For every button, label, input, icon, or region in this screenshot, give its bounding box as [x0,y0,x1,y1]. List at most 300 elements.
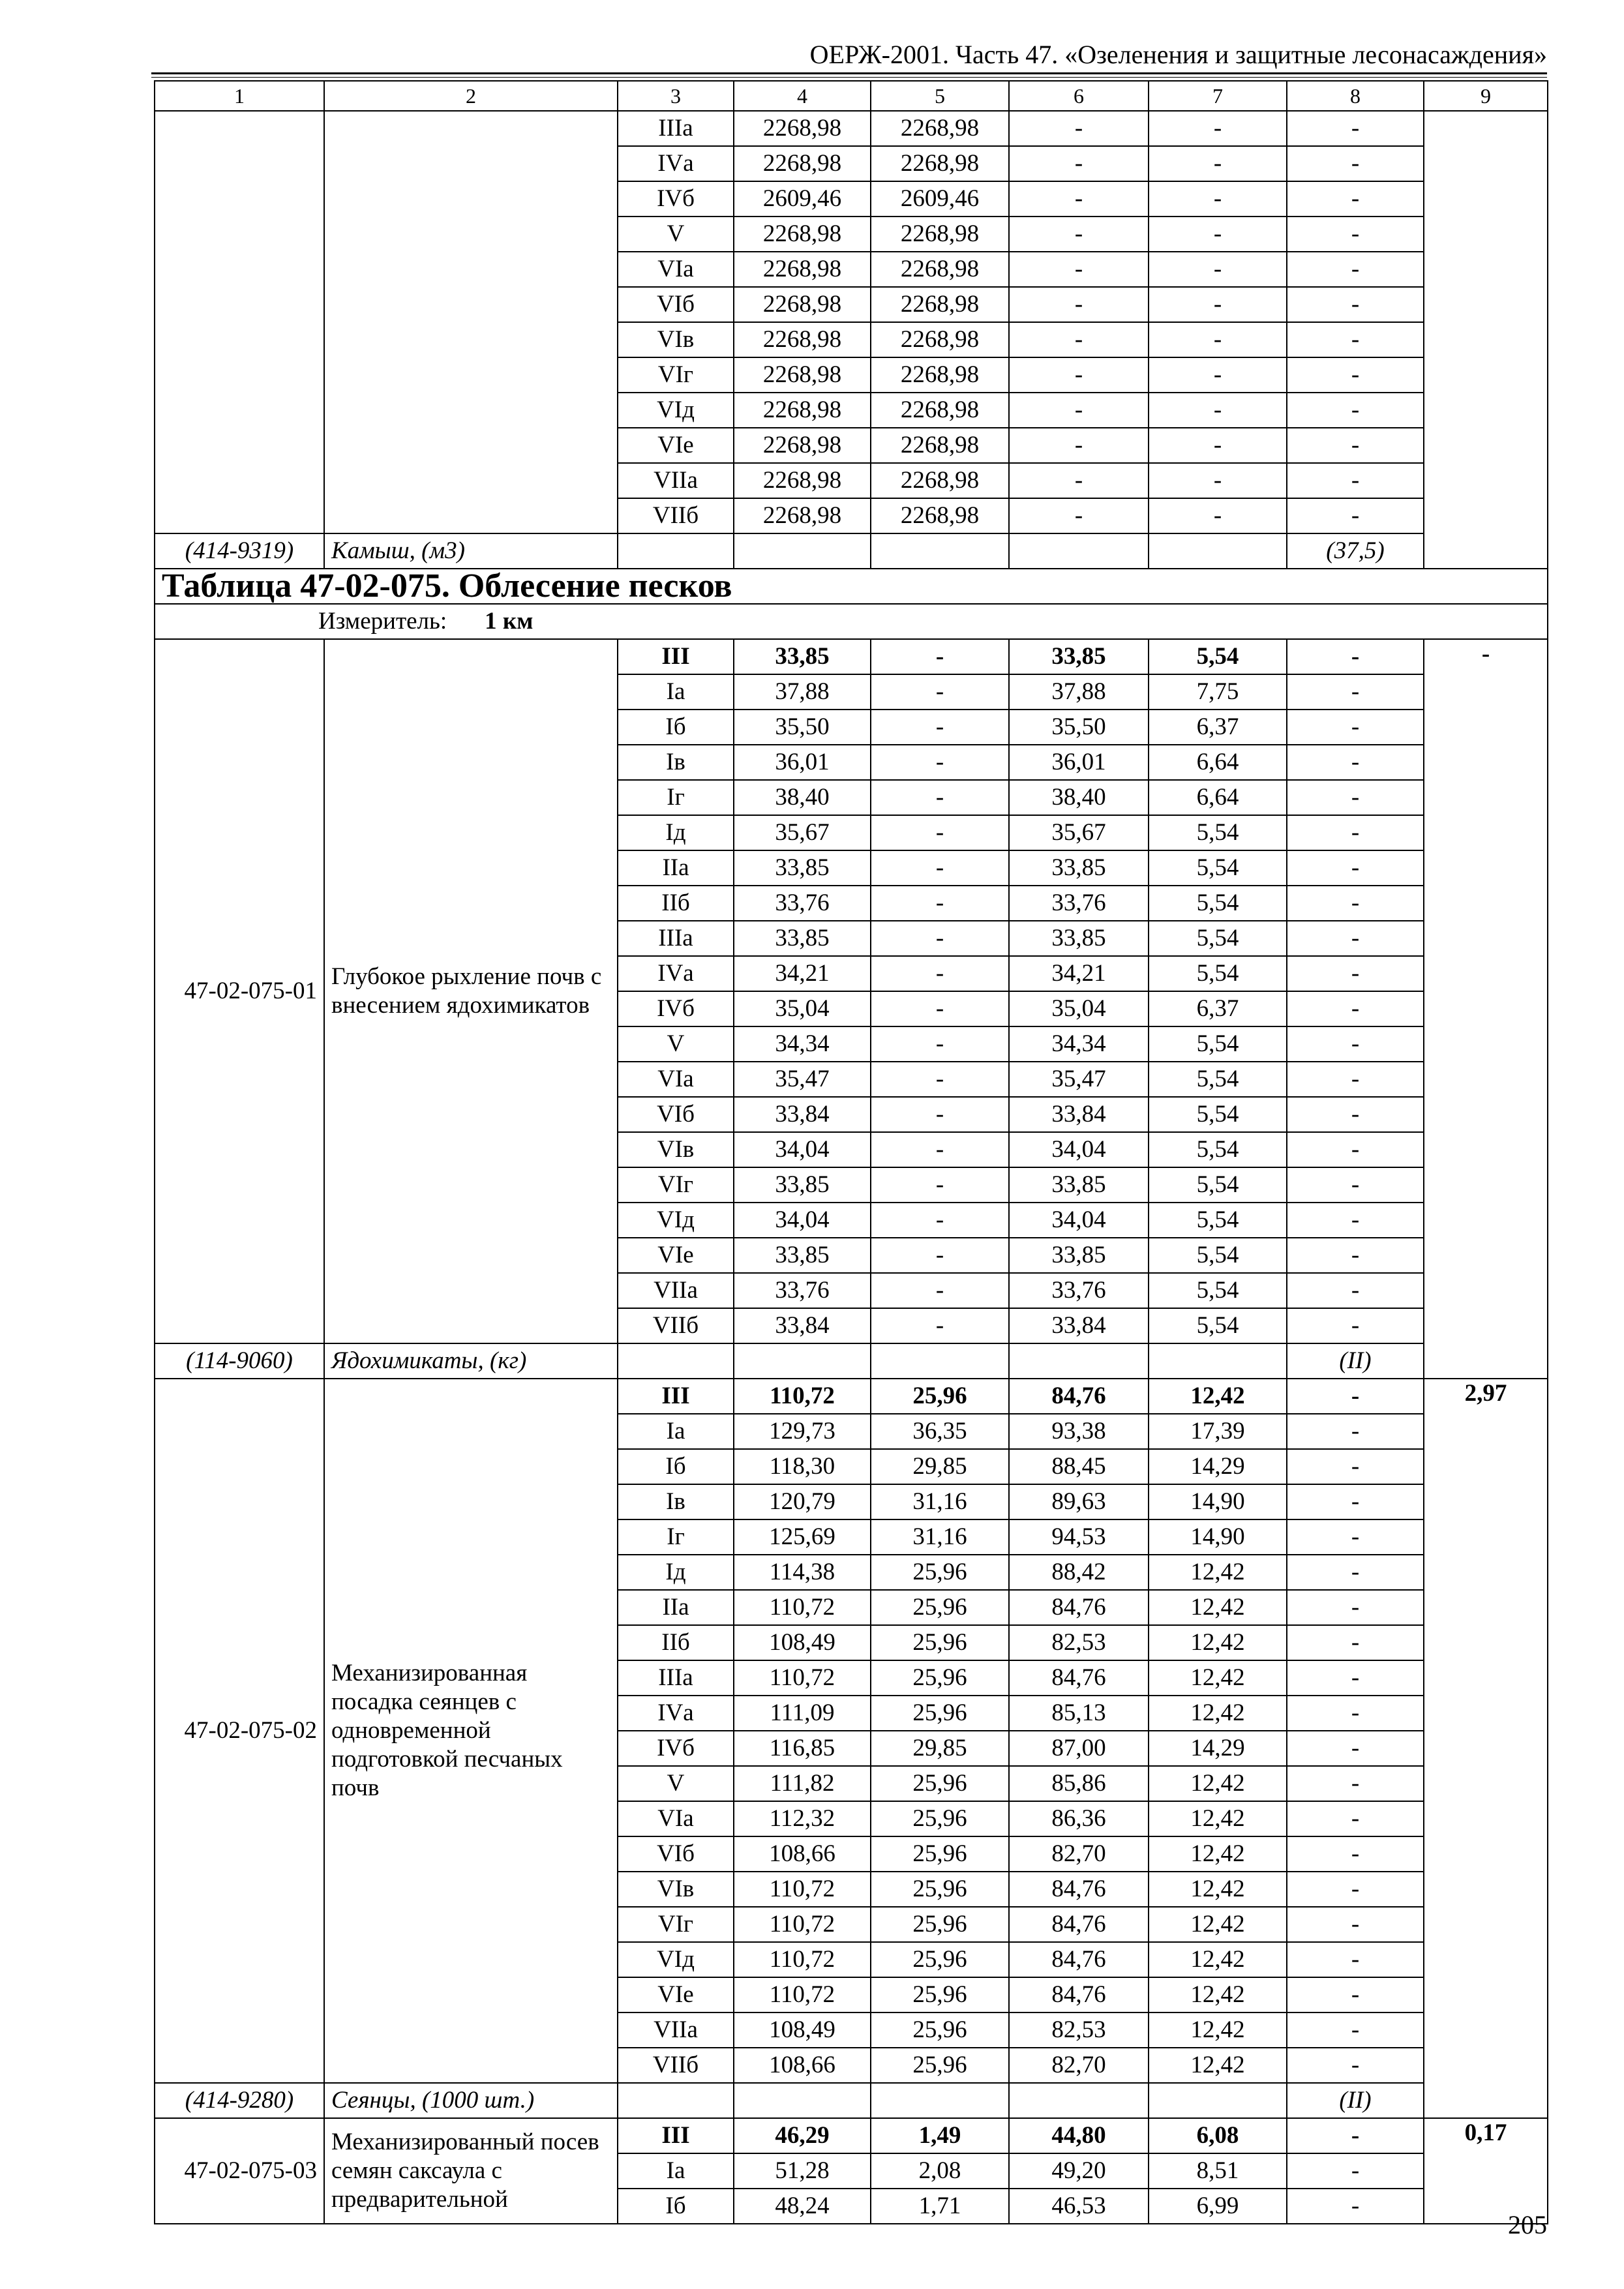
zone-cell: VIа [618,1062,734,1097]
table-cell [871,2083,1009,2118]
value-cell: 38,40 [1009,780,1149,815]
value-cell: - [871,815,1009,850]
value-cell: - [1287,956,1424,991]
description-cell: Глубокое рыхление почв с внесением ядохимикатов [324,639,618,1343]
table-title: Таблица 47-02-075. Облесение песков [155,569,1548,604]
value-cell: - [1149,252,1287,287]
value-cell: 120,79 [734,1484,871,1519]
value-cell: - [1009,217,1149,252]
value-cell: 8,51 [1149,2153,1287,2189]
value-cell: - [1287,1696,1424,1731]
value-cell: - [1287,1555,1424,1590]
zone-cell: IVа [618,1696,734,1731]
value-cell: 29,85 [871,1449,1009,1484]
value-cell: - [1287,1238,1424,1273]
zone-cell: Iа [618,674,734,710]
value-cell: - [1009,181,1149,217]
zone-cell: IVб [618,1731,734,1766]
table-cell [871,1343,1009,1379]
value-cell: 2609,46 [734,181,871,217]
value-cell: - [871,1062,1009,1097]
value-cell: 12,42 [1149,2048,1287,2083]
value-cell: - [1287,1062,1424,1097]
value-cell: - [1287,991,1424,1026]
material-code-cell: (114-9060) [155,1343,324,1379]
value-cell: - [1287,1660,1424,1696]
table-cell [618,533,734,569]
material-row [155,2083,1548,2118]
value-cell: - [1287,252,1424,287]
table-row [155,2118,1548,2153]
value-cell: 12,42 [1149,1379,1287,1414]
value-cell: - [1287,1167,1424,1203]
value-cell: 12,42 [1149,1942,1287,1977]
zone-cell: VIIб [618,1308,734,1343]
table-title-row [155,569,1548,604]
value-cell: - [1287,1026,1424,1062]
value-cell: - [1149,393,1287,428]
col9-cell [1424,111,1548,569]
value-cell: 110,72 [734,1872,871,1907]
zone-cell: VIд [618,1942,734,1977]
value-cell: 33,85 [734,921,871,956]
value-cell: 5,54 [1149,1203,1287,1238]
value-cell: 82,70 [1009,1836,1149,1872]
zone-cell: VIг [618,1167,734,1203]
value-cell: 33,84 [1009,1097,1149,1132]
value-cell: 12,42 [1149,1977,1287,2012]
zone-cell: VIа [618,252,734,287]
value-cell: 110,72 [734,1590,871,1625]
value-cell: - [1149,111,1287,146]
table-cell [1149,2083,1287,2118]
value-cell: 1,49 [871,2118,1009,2153]
material-code-cell: (414-9280) [155,2083,324,2118]
table-cell [734,533,871,569]
value-cell: 35,04 [1009,991,1149,1026]
value-cell: 2268,98 [871,428,1009,463]
value-cell: - [1287,393,1424,428]
value-cell: 2268,98 [871,498,1009,533]
zone-cell: Iв [618,745,734,780]
zone-cell: Iб [618,710,734,745]
value-cell: 12,42 [1149,2012,1287,2048]
value-cell: 17,39 [1149,1414,1287,1449]
value-cell: 12,42 [1149,1625,1287,1660]
value-cell: 93,38 [1009,1414,1149,1449]
zone-cell: VIд [618,393,734,428]
value-cell: 5,54 [1149,1273,1287,1308]
value-cell: 36,01 [734,745,871,780]
running-header: ОЕРЖ-2001. Часть 47. «Озеленения и защитные лесонасаждения» [809,40,1547,69]
value-cell: 48,24 [734,2189,871,2224]
value-cell: - [1287,428,1424,463]
material-norm-cell: (II) [1287,1343,1424,1379]
value-cell: - [1287,322,1424,357]
value-cell: 108,66 [734,2048,871,2083]
value-cell: - [1287,745,1424,780]
zone-cell: VIд [618,1203,734,1238]
value-cell: 25,96 [871,1660,1009,1696]
value-cell: 111,09 [734,1696,871,1731]
value-cell: - [1287,710,1424,745]
value-cell: - [1287,287,1424,322]
value-cell: 35,50 [1009,710,1149,745]
value-cell: - [871,1273,1009,1308]
zone-cell: VIе [618,1977,734,2012]
value-cell: 33,85 [734,639,871,674]
material-name-cell: Ядохимикаты, (кг) [324,1343,618,1379]
table-cell [734,1343,871,1379]
value-cell: - [1287,1907,1424,1942]
value-cell: - [1287,886,1424,921]
table-cell [1149,533,1287,569]
value-cell: - [1009,146,1149,181]
zone-cell: IIIа [618,921,734,956]
col9-cell: 0,17 [1424,2118,1548,2224]
zone-cell: Iд [618,815,734,850]
zone-cell: V [618,217,734,252]
value-cell: 118,30 [734,1449,871,1484]
value-cell: 110,72 [734,1907,871,1942]
value-cell: 6,64 [1149,780,1287,815]
value-cell: - [1009,287,1149,322]
value-cell: 108,49 [734,1625,871,1660]
value-cell: 84,76 [1009,1942,1149,1977]
value-cell: 25,96 [871,1801,1009,1836]
meter-value: 1 км [485,608,534,635]
value-cell: 110,72 [734,1977,871,2012]
value-cell: - [1287,1731,1424,1766]
value-cell: - [1287,217,1424,252]
value-cell: 33,85 [1009,850,1149,886]
value-cell: 5,54 [1149,815,1287,850]
value-cell: 86,36 [1009,1801,1149,1836]
value-cell: 5,54 [1149,956,1287,991]
value-cell: 25,96 [871,1590,1009,1625]
material-name-cell: Сеянцы, (1000 шт.) [324,2083,618,2118]
value-cell: 33,85 [734,1238,871,1273]
value-cell: - [1287,1872,1424,1907]
zone-cell: VIIб [618,498,734,533]
zone-cell: VIб [618,1836,734,1872]
value-cell: - [1287,146,1424,181]
value-cell: 89,63 [1009,1484,1149,1519]
value-cell: 14,29 [1149,1449,1287,1484]
value-cell: - [871,1308,1009,1343]
value-cell: - [1287,1203,1424,1238]
value-cell: 38,40 [734,780,871,815]
value-cell: 2268,98 [734,111,871,146]
value-cell: 5,54 [1149,639,1287,674]
value-cell: - [871,780,1009,815]
code-cell: 47-02-075-03 [155,2118,324,2224]
zone-cell: VIг [618,1907,734,1942]
zone-cell: Iв [618,1484,734,1519]
col9-cell: - [1424,639,1548,1379]
value-cell: - [1009,463,1149,498]
value-cell: 35,47 [734,1062,871,1097]
value-cell: 37,88 [734,674,871,710]
value-cell: 110,72 [734,1942,871,1977]
zone-cell: III [618,2118,734,2153]
value-cell: 5,54 [1149,1132,1287,1167]
value-cell: - [1287,1379,1424,1414]
value-cell: - [1287,181,1424,217]
column-number-cell: 6 [1009,81,1149,111]
value-cell: 33,76 [1009,1273,1149,1308]
value-cell: 85,13 [1009,1696,1149,1731]
zone-cell: IVа [618,956,734,991]
value-cell: 6,64 [1149,745,1287,780]
value-cell: 2268,98 [871,287,1009,322]
value-cell: - [1009,357,1149,393]
value-cell: 5,54 [1149,850,1287,886]
value-cell: - [1287,1449,1424,1484]
value-cell: 35,50 [734,710,871,745]
material-name-cell: Камыш, (м3) [324,533,618,569]
zone-cell: IIа [618,850,734,886]
value-cell: 2268,98 [871,252,1009,287]
table-cell [1009,1343,1149,1379]
value-cell: - [1287,2189,1424,2224]
zone-cell: VIIа [618,1273,734,1308]
value-cell: 82,53 [1009,2012,1149,2048]
column-number-cell: 9 [1424,81,1548,111]
value-cell: - [871,1238,1009,1273]
value-cell: - [1149,357,1287,393]
code-cell [155,111,324,533]
value-cell: 14,90 [1149,1484,1287,1519]
value-cell: 6,08 [1149,2118,1287,2153]
zone-cell: IVб [618,181,734,217]
value-cell: 25,96 [871,1836,1009,1872]
value-cell: - [1287,1836,1424,1872]
value-cell: - [1287,357,1424,393]
value-cell: 2609,46 [871,181,1009,217]
value-cell: 25,96 [871,1379,1009,1414]
header-rule [151,72,1547,74]
value-cell: - [871,1203,1009,1238]
value-cell: 34,04 [1009,1132,1149,1167]
value-cell: 2268,98 [734,287,871,322]
value-cell: - [871,886,1009,921]
value-cell: 35,67 [734,815,871,850]
value-cell: 34,21 [1009,956,1149,991]
value-cell: 25,96 [871,1907,1009,1942]
value-cell: - [1287,1484,1424,1519]
value-cell: 25,96 [871,1766,1009,1801]
value-cell: 84,76 [1009,1590,1149,1625]
column-number-row [155,81,1548,111]
value-cell: - [1287,921,1424,956]
value-cell: 116,85 [734,1731,871,1766]
value-cell: - [1149,287,1287,322]
header-rule-thin [151,77,1547,78]
table-row [155,639,1548,674]
value-cell: - [1009,498,1149,533]
value-cell: - [871,850,1009,886]
code-cell: 47-02-075-02 [155,1379,324,2083]
zone-cell: IIб [618,886,734,921]
zone-cell: IIа [618,1590,734,1625]
value-cell: 25,96 [871,1625,1009,1660]
value-cell: 36,01 [1009,745,1149,780]
value-cell: 85,86 [1009,1766,1149,1801]
value-cell: 2268,98 [871,111,1009,146]
value-cell: - [871,745,1009,780]
value-cell: 108,66 [734,1836,871,1872]
value-cell: 12,42 [1149,1801,1287,1836]
value-cell: 110,72 [734,1379,871,1414]
value-cell: - [1287,1942,1424,1977]
zone-cell: VIIб [618,2048,734,2083]
value-cell: - [1287,1414,1424,1449]
value-cell: 12,42 [1149,1872,1287,1907]
zone-cell: IIIа [618,1660,734,1696]
value-cell: - [1287,1273,1424,1308]
value-cell: - [1287,1977,1424,2012]
description-cell: Механизированная посадка сеянцев с одновременной подготовкой песчаных почв [324,1379,618,2083]
table-row [155,111,1548,146]
table-cell [734,2083,871,2118]
value-cell: 2268,98 [871,393,1009,428]
column-number-cell: 1 [155,81,324,111]
zone-cell: Iа [618,2153,734,2189]
value-cell: 112,32 [734,1801,871,1836]
value-cell: - [1287,639,1424,674]
value-cell: - [1287,2118,1424,2153]
value-cell: 36,35 [871,1414,1009,1449]
zone-cell: VIIа [618,463,734,498]
value-cell: - [1009,252,1149,287]
value-cell: 129,73 [734,1414,871,1449]
value-cell: - [871,710,1009,745]
value-cell: 2268,98 [734,217,871,252]
value-cell: 88,45 [1009,1449,1149,1484]
value-cell: 14,90 [1149,1519,1287,1555]
zone-cell: IIIа [618,111,734,146]
value-cell: - [1149,217,1287,252]
value-cell: 33,84 [1009,1308,1149,1343]
value-cell: 33,76 [734,1273,871,1308]
value-cell: 84,76 [1009,1660,1149,1696]
value-cell: 34,34 [734,1026,871,1062]
material-row [155,1343,1548,1379]
table-cell [1009,2083,1149,2118]
value-cell: - [1287,2048,1424,2083]
value-cell: 84,76 [1009,1977,1149,2012]
value-cell: 46,29 [734,2118,871,2153]
table-cell [1009,533,1149,569]
rates-table [154,80,1548,2224]
value-cell: - [871,1026,1009,1062]
value-cell: 25,96 [871,1942,1009,1977]
value-cell: - [1009,111,1149,146]
page-number: 205 [1508,2210,1547,2239]
material-row [155,533,1548,569]
value-cell: 111,82 [734,1766,871,1801]
value-cell: 2268,98 [871,322,1009,357]
zone-cell: VIе [618,428,734,463]
zone-cell: VIв [618,1132,734,1167]
value-cell: 82,53 [1009,1625,1149,1660]
value-cell: 12,42 [1149,1696,1287,1731]
value-cell: - [1287,1766,1424,1801]
value-cell: 31,16 [871,1519,1009,1555]
value-cell: 25,96 [871,1872,1009,1907]
value-cell: 31,16 [871,1484,1009,1519]
value-cell: 12,42 [1149,1555,1287,1590]
value-cell: 5,54 [1149,921,1287,956]
value-cell: 49,20 [1009,2153,1149,2189]
zone-cell: Iд [618,1555,734,1590]
value-cell: 25,96 [871,1555,1009,1590]
value-cell: 110,72 [734,1660,871,1696]
value-cell: - [1287,1308,1424,1343]
table-cell [871,533,1009,569]
code-cell: 47-02-075-01 [155,639,324,1343]
value-cell: 2268,98 [734,146,871,181]
value-cell: 2268,98 [871,217,1009,252]
table-cell [618,2083,734,2118]
column-number-cell: 4 [734,81,871,111]
value-cell: 51,28 [734,2153,871,2189]
value-cell: - [1287,1625,1424,1660]
meter-cell [155,604,1548,639]
value-cell: - [1287,815,1424,850]
value-cell: - [1149,322,1287,357]
value-cell: 33,85 [734,850,871,886]
value-cell: 2268,98 [871,357,1009,393]
value-cell: - [1149,428,1287,463]
description-cell: Механизированный посев семян саксаула с предварительной [324,2118,618,2224]
value-cell: 35,04 [734,991,871,1026]
value-cell: - [1287,1801,1424,1836]
value-cell: 1,71 [871,2189,1009,2224]
column-number-cell: 5 [871,81,1009,111]
value-cell: - [871,674,1009,710]
value-cell: 84,76 [1009,1907,1149,1942]
description-cell [324,111,618,533]
value-cell: 34,34 [1009,1026,1149,1062]
value-cell: 35,67 [1009,815,1149,850]
value-cell: 82,70 [1009,2048,1149,2083]
material-code-cell: (414-9319) [155,533,324,569]
table-cell [618,1343,734,1379]
value-cell: 2268,98 [734,463,871,498]
value-cell: - [1287,463,1424,498]
zone-cell: IVб [618,991,734,1026]
value-cell: 25,96 [871,2048,1009,2083]
value-cell: 114,38 [734,1555,871,1590]
value-cell: 5,54 [1149,1097,1287,1132]
value-cell: - [1149,181,1287,217]
value-cell: 33,76 [1009,886,1149,921]
value-cell: 12,42 [1149,1907,1287,1942]
column-number-cell: 2 [324,81,618,111]
value-cell: 46,53 [1009,2189,1149,2224]
value-cell: 5,54 [1149,1062,1287,1097]
value-cell: - [1009,393,1149,428]
value-cell: 33,84 [734,1097,871,1132]
zone-cell: VIе [618,1238,734,1273]
value-cell: - [1149,146,1287,181]
value-cell: 2268,98 [734,393,871,428]
value-cell: 33,85 [1009,639,1149,674]
table-row [155,1379,1548,1414]
value-cell: - [871,921,1009,956]
